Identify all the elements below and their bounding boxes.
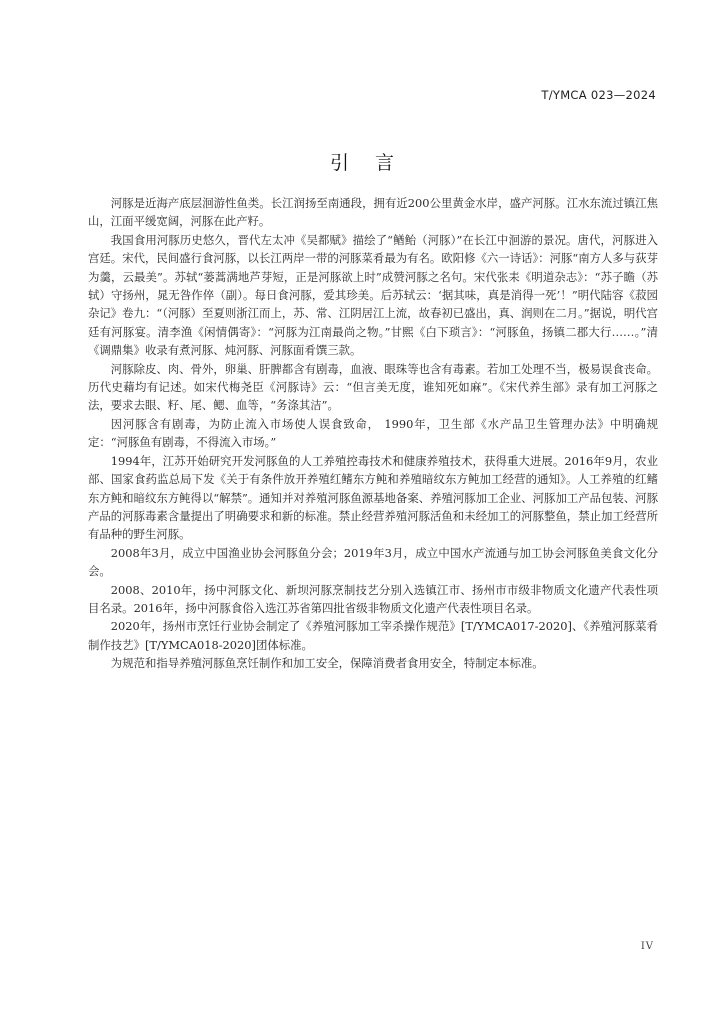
introduction-body (88, 194, 658, 673)
paragraph-1: 河豚是近海产底层洄游性鱼类。长江润扬至南通段，拥有近200公里黄金水岸，盛产河豚。江水东流过镇江焦山，江面平缓宽阔，河豚在此产籽。 (88, 196, 658, 229)
paragraph-8: 2020年，扬州市烹饪行业协会制定了《养殖河豚加工宰杀操作规范》[T/YMCA017-2020]、《养殖河豚菜肴制作技艺》[T/YMCA018-2020]团体标准。 (88, 619, 658, 652)
paragraph-2: 我国食用河豚历史悠久，晋代左太冲《吴都赋》描绘了“䲡鲐（河豚）”在长江中洄游的景况。唐代，河豚进入宫廷。宋代，民间盛行食河豚，以长江两岸一带的河豚菜肴最为有名。欧阳修《六一诗话》：河豚“南方人多与荻芽为羹，云最美”。苏轼“蒌蒿满地芦芽短，正是河豚欲上时”成赞河豚之名句。宋代张耒《明道杂志》：“苏子瞻（苏轼）守扬州，晁无咎作倅（副）。每日食河豚，爱其珍美。后苏轼云：‘据其味，真是消得一死’！”明代陆容《菽园杂记》卷九：“（河豚）至夏则浙江而上，苏、常、江阴居江上流，故春初已盛出，真、润则在二月。”据说，明代宫廷有河豚宴。清李渔《闲情偶寄》：“河豚为江南最尚之物。”甘熙《白下琐言》：“河豚鱼，扬镇二郡大行……。”清《调鼎集》收录有煮河豚、炖河豚、河豚面肴馔三款。 (88, 232, 658, 358)
paragraph-3: 河豚除皮、肉、骨外，卵巢、肝脾都含有剧毒，血液、眼珠等也含有毒素。若加工处理不当，极易误食丧命。历代史藉均有记述。如宋代梅尧臣《河豚诗》云：“但言美无度，谁知死如麻”。《宋代养生部》录有加工河豚之法，要求去眼、籽、尾、鳃、血等，“务涤其洁”。 (88, 361, 658, 413)
paragraph-4: 因河豚含有剧毒，为防止流入市场使人误食致命， 1990年，卫生部《水产品卫生管理办法》中明确规定：“河豚鱼有剧毒，不得流入市场。” (88, 416, 658, 450)
paragraph-6: 2008年3月，成立中国渔业协会河豚鱼分会；2019年3月，成立中国水产流通与加工协会河豚鱼美食文化分会。 (88, 545, 658, 579)
page-number: IV (640, 941, 654, 952)
paragraph-9: 为规范和指导养殖河豚鱼烹饪制作和加工安全，保障消费者食用安全，特制定本标准。 (110, 656, 544, 671)
paragraph-5: 1994年，江苏开始研究开发河豚鱼的人工养殖控毒技术和健康养殖技术，获得重大进展。2016年9月，农业部、国家食药监总局下发《关于有条件放开养殖红鳍东方鲀和养殖暗纹东方鲀加工经营的通知》。人工养殖的红鳍东方鲀和暗纹东方鲀得以“解禁”。通知并对养殖河豚鱼源基地备案、养殖河豚加工企业、河豚加工产品包装、河豚产品的河豚毒素含量提出了明确要求和新的标准。禁止经营养殖河豚活鱼和未经加工的河豚整鱼，禁止加工经营所有品种的野生河豚。 (88, 453, 658, 542)
section-title: 引言 (329, 152, 420, 174)
paragraph-7: 2008、2010年，扬中河豚文化、新坝河豚烹制技艺分别入选镇江市、扬州市市级非物质文化遗产代表性项目名录。2016年，扬中河豚食俗入选江苏省第四批省级非物质文化遗产代表性项目名录。 (88, 582, 658, 615)
standard-code: T/YMCA 023—2024 (541, 88, 656, 102)
